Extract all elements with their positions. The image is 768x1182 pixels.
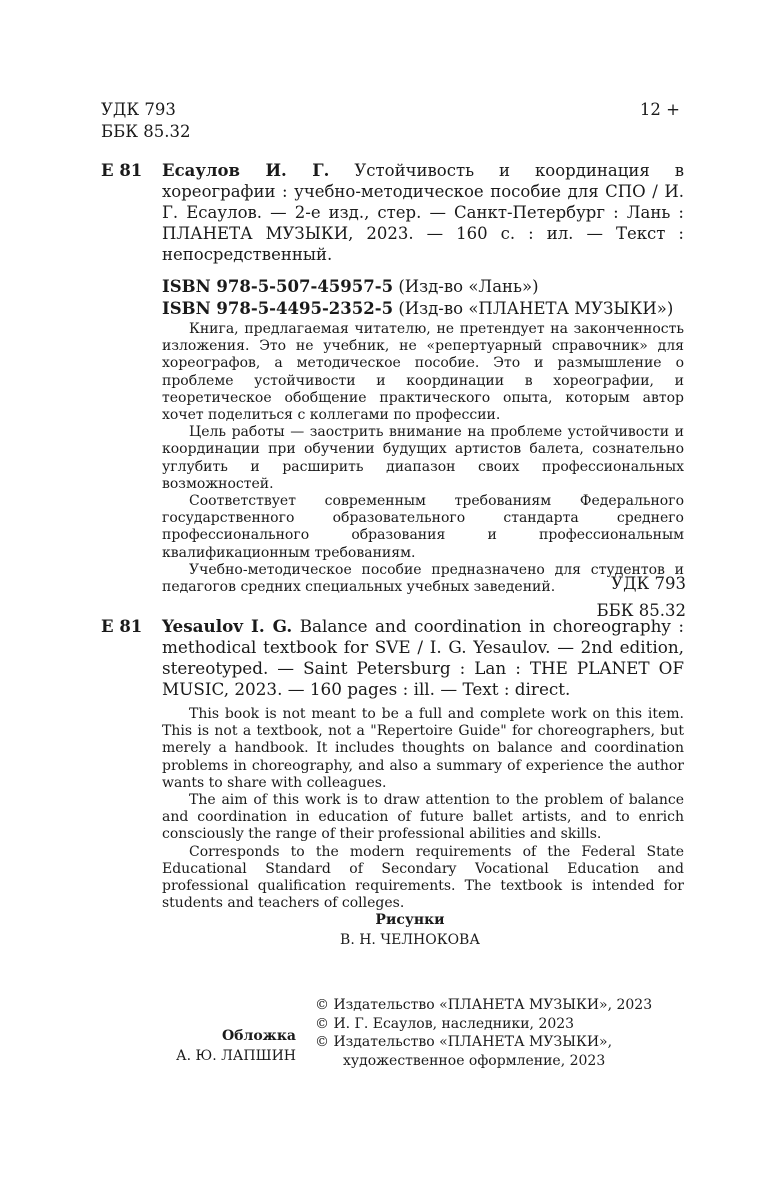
classification-header xyxy=(101,99,191,143)
en-bbk-code: ББК 85.32 xyxy=(596,601,686,620)
ru-abstract xyxy=(162,321,684,596)
ru-bibliographic-record xyxy=(162,160,684,265)
copyright-line: © И. Г. Есаулов, наследники, 2023 xyxy=(315,1015,575,1032)
copyright-line: художественное оформление, 2023 xyxy=(343,1052,606,1069)
illustrations-credit xyxy=(300,910,520,950)
en-abstract-paragraph: The aim of this work is to draw attention to the problem of balance and coordination in education of future ballet artists, and to enrich consciously the range of their professional abilities and skills. xyxy=(162,792,684,843)
copyright-line: © Издательство «ПЛАНЕТА МУЗЫКИ», 2023 xyxy=(315,997,653,1013)
ru-author: Есаулов И. Г. xyxy=(162,161,330,180)
age-rating: 12 + xyxy=(639,100,680,119)
bbk-code: ББК 85.32 xyxy=(101,122,191,141)
isbn-block xyxy=(162,276,673,320)
copyright-block xyxy=(315,996,695,1070)
en-author: Yesaulov I. G. xyxy=(162,616,293,636)
ru-abstract-paragraph: Книга, предлагаемая читателю, не претендует на законченность изложения. Это не учебник, не «репертуарный справочник» для хореографов, а методическое пособие. Это и размышление о проблеме устойчивости и координации в хореографии, и теоретическое обобщение практического опыта, которым автор хочет поделиться с коллегами по профессии. xyxy=(162,321,684,424)
udk-code: УДК 793 xyxy=(101,100,176,119)
isbn-lan: ISBN 978-5-507-45957-5 (Изд-во «Лань») xyxy=(162,277,539,296)
cover-credit xyxy=(130,1026,296,1066)
ru-abstract-paragraph: Соответствует современным требованиям Федерального государственного образовательного стандарта среднего профессионального образования и профессиональным квалификационным требованиям. xyxy=(162,493,684,561)
en-description: Balance and coordination in choreography : methodical textbook for SVE / I. G. Yesaulov. — 2nd edition, stereotyped. — Saint Petersburg : Lan : THE PLANET OF MUSIC, 2023. — 160 pages : ill. — Text : direct. xyxy=(162,616,684,699)
cover-label: Обложка xyxy=(221,1028,296,1044)
en-abstract xyxy=(162,706,684,912)
ru-abstract-paragraph: Цель работы — заострить внимание на проблеме устойчивости и координации при обучении будущих артистов балета, сознательно углубить и расширить диапазон своих профессиональных возможностей. xyxy=(162,424,684,492)
en-abstract-paragraph: This book is not meant to be a full and complete work on this item. This is not a textbook, not a "Repertoire Guide" for choreographers, but merely a handbook. It includes thoughts on balance and coordination problems in choreography, and also a summary of experience the author wants to share with colleagues. xyxy=(162,706,684,791)
ru-abstract-paragraph: Учебно-методическое пособие предназначено для студентов и педагогов средних специальных учебных заведений. xyxy=(162,561,684,596)
en-bibliographic-record xyxy=(162,616,684,700)
illustrations-name: В. Н. ЧЕЛНОКОВА xyxy=(340,932,480,948)
en-author-mark: Е 81 xyxy=(101,617,143,636)
isbn-planeta: ISBN 978-5-4495-2352-5 (Изд-во «ПЛАНЕТА МУЗЫКИ») xyxy=(162,299,674,318)
ru-description: Устойчивость и координация в хореографии : учебно-методическое пособие для СПО / И. Г. Есаулов. — 2-е изд., стер. — Санкт-Петербург : Лань : ПЛАНЕТА МУЗЫКИ, 2023. — 160 с. : ил. — Текст : непосредственный. xyxy=(162,161,684,264)
en-udk-code: УДК 793 xyxy=(611,574,686,593)
copyright-line: © Издательство «ПЛАНЕТА МУЗЫКИ», xyxy=(315,1034,613,1050)
illustrations-label: Рисунки xyxy=(375,912,445,928)
ru-author-mark: Е 81 xyxy=(101,161,143,180)
en-abstract-paragraph: Corresponds to the modern requirements of the Federal State Educational Standard of Secondary Vocational Education and professional qualification requirements. The textbook is intended for students and teachers of colleges. xyxy=(162,843,684,912)
cover-name: А. Ю. ЛАПШИН xyxy=(176,1048,296,1064)
